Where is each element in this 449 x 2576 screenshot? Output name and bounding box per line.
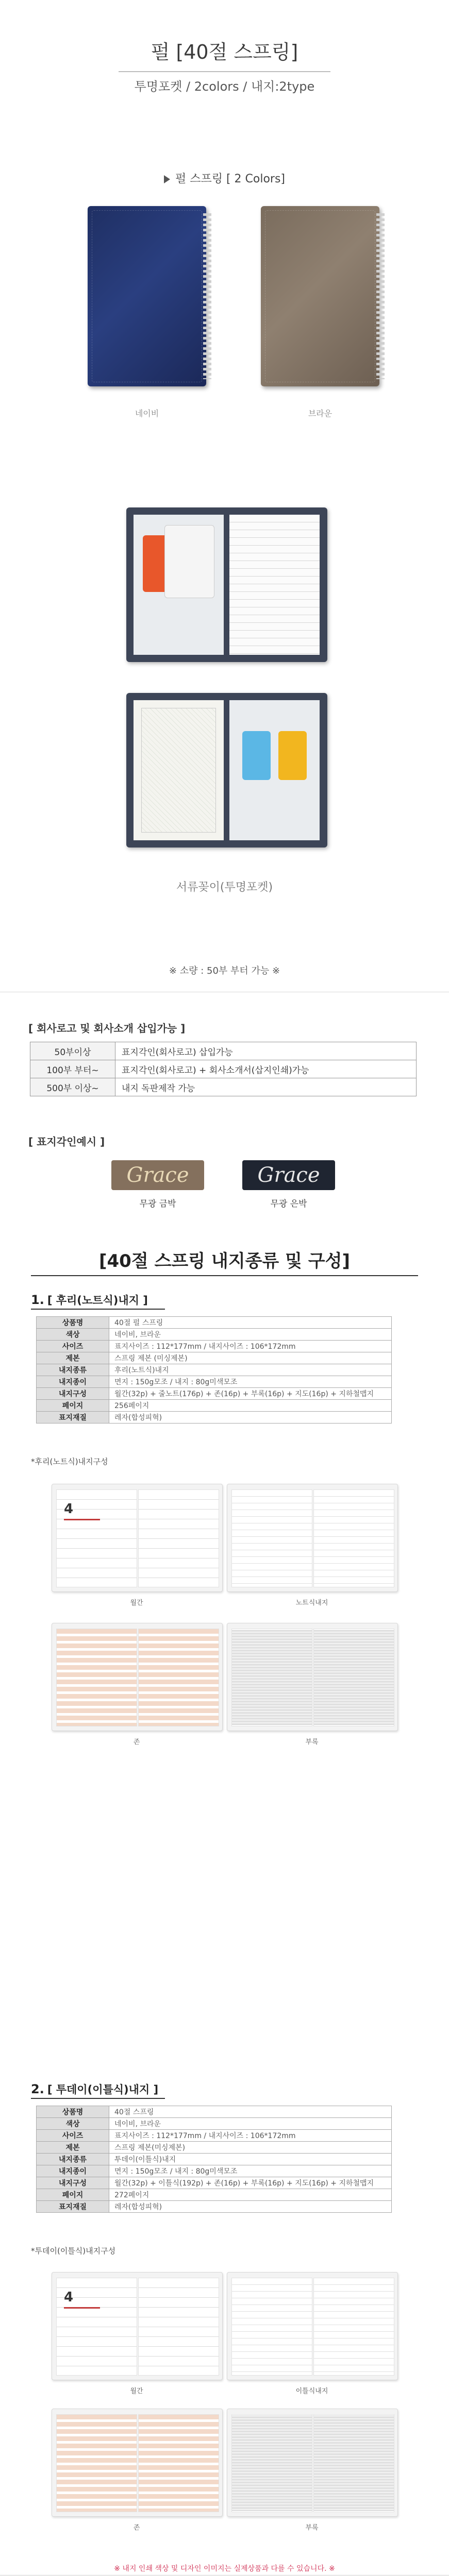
inner-types-title: [40절 스프링 내지종류 및 구성] — [98, 1251, 351, 1272]
spec-value: 네이비, 브라운 — [109, 2118, 392, 2130]
spec-key: 색상 — [37, 1329, 109, 1341]
spec-value: 표지사이즈 : 112*177mm / 내지사이즈 : 106*172mm — [109, 2130, 392, 2142]
type2-heading — [31, 2081, 158, 2097]
map-drawing — [141, 708, 216, 833]
preview-caption: 월간 — [130, 1599, 143, 1607]
color-label-brown: 브라운 — [308, 409, 332, 418]
pocket-page — [229, 700, 320, 840]
card-blue — [242, 731, 271, 780]
spec-key: 상품명 — [37, 2106, 109, 2118]
table-row — [37, 2165, 392, 2177]
type2-underline — [31, 2098, 165, 2099]
spiral-binding — [376, 213, 385, 379]
preview-zone — [52, 1623, 223, 1731]
notebook-navy-image — [88, 206, 206, 386]
spec-key: 내지종이 — [37, 2165, 109, 2177]
spec-value: 면지 : 150g모조 / 내지 : 80g미색모조 — [109, 1376, 392, 1388]
logo-insert-title: [ 회사로고 및 회사소개 삽입가능 ] — [28, 1022, 186, 1035]
monthly-page-left — [56, 2278, 137, 2376]
table-row — [37, 1400, 392, 1412]
table-row — [37, 1317, 392, 1329]
open-notebook-image-2 — [126, 693, 327, 848]
desc-cell: 표지각인(회사로고) 삽입가능 — [115, 1042, 417, 1060]
table-row — [37, 1341, 392, 1352]
preview-appendix — [227, 1623, 398, 1731]
table-row — [37, 1329, 392, 1341]
spec-value: 면지 : 150g모조 / 내지 : 80g미색모조 — [109, 2165, 392, 2177]
spec-value: 네이비, 브라운 — [109, 1329, 392, 1341]
spec-key: 제본 — [37, 2142, 109, 2154]
type2-preview-label: *투데이(이틀식)내지구성 — [31, 2246, 116, 2256]
type1-underline — [31, 1309, 165, 1310]
table-row — [37, 1352, 392, 1364]
qty-cell: 100부 부터~ — [30, 1060, 115, 1078]
type2-title: [ 투데이(이틀식)내지 ] — [47, 2083, 159, 2096]
spec-value: 레자(합성피혁) — [109, 1412, 392, 1423]
stitching — [92, 210, 202, 382]
table-row — [37, 1412, 392, 1423]
zone-page-left — [56, 2414, 137, 2512]
two-day-page-left — [231, 2278, 312, 2376]
type2-number: 2. — [31, 2082, 44, 2096]
spec-key: 사이즈 — [37, 2130, 109, 2142]
table-row — [37, 2130, 392, 2142]
note-page-right — [313, 1489, 394, 1587]
type1-title: [ 후리(노트식)내지 ] — [47, 1294, 148, 1307]
spec-value: 투데이(이틀식)내지 — [109, 2154, 392, 2165]
table-row — [37, 2189, 392, 2201]
notebook-brown-image — [261, 206, 379, 386]
spec-key: 색상 — [37, 2118, 109, 2130]
spec-value: 후리(노트식)내지 — [109, 1364, 392, 1376]
type1-spec-table — [36, 1316, 392, 1423]
table-row — [37, 2201, 392, 2213]
spec-key: 페이지 — [37, 1400, 109, 1412]
two-day-page-right — [313, 2278, 394, 2376]
open-notebook-image-1 — [126, 507, 327, 662]
disclaimer-notice: ※ 내지 인쇄 색상 및 디자인 이미지는 실제상품과 다를 수 있습니다. ※ — [114, 2565, 335, 2573]
color-label-navy: 네이비 — [135, 409, 159, 418]
document-pocket-caption: 서류꽂이(투명포켓) — [176, 881, 273, 894]
minimum-order-note: ※ 소량 : 50부 부터 가능 ※ — [169, 965, 280, 976]
spec-value: 40절 스프링 — [109, 2106, 392, 2118]
preview-monthly — [52, 2272, 223, 2380]
appendix-page-right — [313, 1629, 394, 1726]
spec-value: 256페이지 — [109, 1400, 392, 1412]
appendix-page-left — [231, 2414, 312, 2512]
type2-spec-table — [36, 2106, 392, 2213]
appendix-page-left — [231, 1629, 312, 1726]
colors-section-title — [0, 170, 449, 186]
zone-page-right — [138, 2414, 219, 2512]
qty-cell: 50부이상 — [30, 1042, 115, 1060]
preview-caption: 부록 — [305, 2524, 319, 2532]
note-page-left — [231, 1489, 312, 1587]
table-row — [37, 1364, 392, 1376]
monthly-page-right — [138, 2278, 219, 2376]
preview-monthly — [52, 1484, 223, 1592]
spec-key: 내지구성 — [37, 1388, 109, 1400]
spec-key: 내지종류 — [37, 1364, 109, 1376]
table-row — [37, 2118, 392, 2130]
colors-section-label: 펄 스프링 [ 2 Colors] — [175, 173, 286, 185]
engrave-sample-title: [ 표지각인예시 ] — [28, 1136, 105, 1148]
engrave-gold-sample: Grace — [111, 1160, 204, 1190]
triangle-bullet-icon — [164, 175, 170, 183]
spec-value: 레자(합성피혁) — [109, 2201, 392, 2213]
type1-preview-label: *후리(노트식)내지구성 — [31, 1457, 108, 1466]
spec-value: 표지사이즈 : 112*177mm / 내지사이즈 : 106*172mm — [109, 1341, 392, 1352]
ruled-page — [229, 515, 320, 655]
preview-caption: 존 — [133, 1738, 140, 1746]
engrave-gold-caption: 무광 금박 — [139, 1199, 176, 1209]
type1-number: 1. — [31, 1293, 44, 1307]
table-row — [30, 1042, 417, 1060]
spec-value: 스프링 제본 (미싱제본) — [109, 1352, 392, 1364]
preview-note-pages — [227, 1484, 398, 1592]
type1-heading — [31, 1292, 148, 1308]
preview-caption: 존 — [133, 2524, 140, 2532]
spec-value: 40절 펄 스프링 — [109, 1317, 392, 1329]
spec-key: 내지종류 — [37, 2154, 109, 2165]
spec-value: 월간(32p) + 이틀식(192p) + 존(16p) + 부록(16p) + 지도(16p) + 지하철맵지 — [109, 2177, 392, 2189]
preview-caption: 월간 — [130, 2387, 143, 2395]
map-page — [134, 700, 224, 840]
logo-options-table — [30, 1042, 417, 1096]
page-subtitle: 투명포켓 / 2colors / 내지:2type — [134, 79, 315, 94]
stitching — [265, 210, 375, 382]
monthly-page-left — [56, 1489, 137, 1587]
document-sheet — [164, 525, 214, 598]
desc-cell: 표지각인(회사로고) + 회사소개서(삽지인쇄)가능 — [115, 1060, 417, 1078]
table-row — [30, 1078, 417, 1096]
table-row — [37, 2142, 392, 2154]
spec-key: 표지재질 — [37, 1412, 109, 1423]
section-divider — [31, 1275, 418, 1276]
monthly-page-right — [138, 1489, 219, 1587]
red-accent-bar — [64, 2307, 100, 2309]
spec-key: 사이즈 — [37, 1341, 109, 1352]
table-row — [30, 1060, 417, 1078]
zone-page-left — [56, 1629, 137, 1726]
table-row — [37, 1376, 392, 1388]
table-row — [37, 2106, 392, 2118]
page-title: 펄 [40절 스프링] — [151, 41, 298, 63]
preview-appendix — [227, 2409, 398, 2517]
red-accent-bar — [64, 1519, 100, 1520]
spec-value: 스프링 제본(미싱제본) — [109, 2142, 392, 2154]
qty-cell: 500부 이상~ — [30, 1078, 115, 1096]
spec-key: 제본 — [37, 1352, 109, 1364]
appendix-page-right — [313, 2414, 394, 2512]
spec-key: 상품명 — [37, 1317, 109, 1329]
table-row — [37, 1388, 392, 1400]
title-divider — [119, 71, 330, 72]
preview-zone — [52, 2409, 223, 2517]
spec-key: 내지구성 — [37, 2177, 109, 2189]
table-row — [37, 2154, 392, 2165]
month-number: 4 — [64, 1501, 74, 1517]
desc-cell: 내지 독판제작 가능 — [115, 1078, 417, 1096]
card-yellow — [278, 731, 307, 780]
engrave-silver-caption: 무광 은박 — [270, 1199, 307, 1209]
engrave-silver-sample: Grace — [242, 1160, 335, 1190]
table-row — [37, 2177, 392, 2189]
spiral-binding — [203, 213, 211, 379]
spec-key: 표지재질 — [37, 2201, 109, 2213]
preview-caption: 부록 — [305, 1738, 319, 1746]
preview-caption: 노트식내지 — [295, 1599, 328, 1607]
preview-two-day-pages — [227, 2272, 398, 2380]
spec-value: 월간(32p) + 줄노트(176p) + 존(16p) + 부록(16p) + 지도(16p) + 지하철맵지 — [109, 1388, 392, 1400]
zone-page-right — [138, 1629, 219, 1726]
pocket-page — [134, 515, 224, 655]
spec-value: 272페이지 — [109, 2189, 392, 2201]
spec-key: 내지종이 — [37, 1376, 109, 1388]
spec-key: 페이지 — [37, 2189, 109, 2201]
preview-caption: 이틀식내지 — [295, 2387, 328, 2395]
month-number: 4 — [64, 2290, 74, 2305]
